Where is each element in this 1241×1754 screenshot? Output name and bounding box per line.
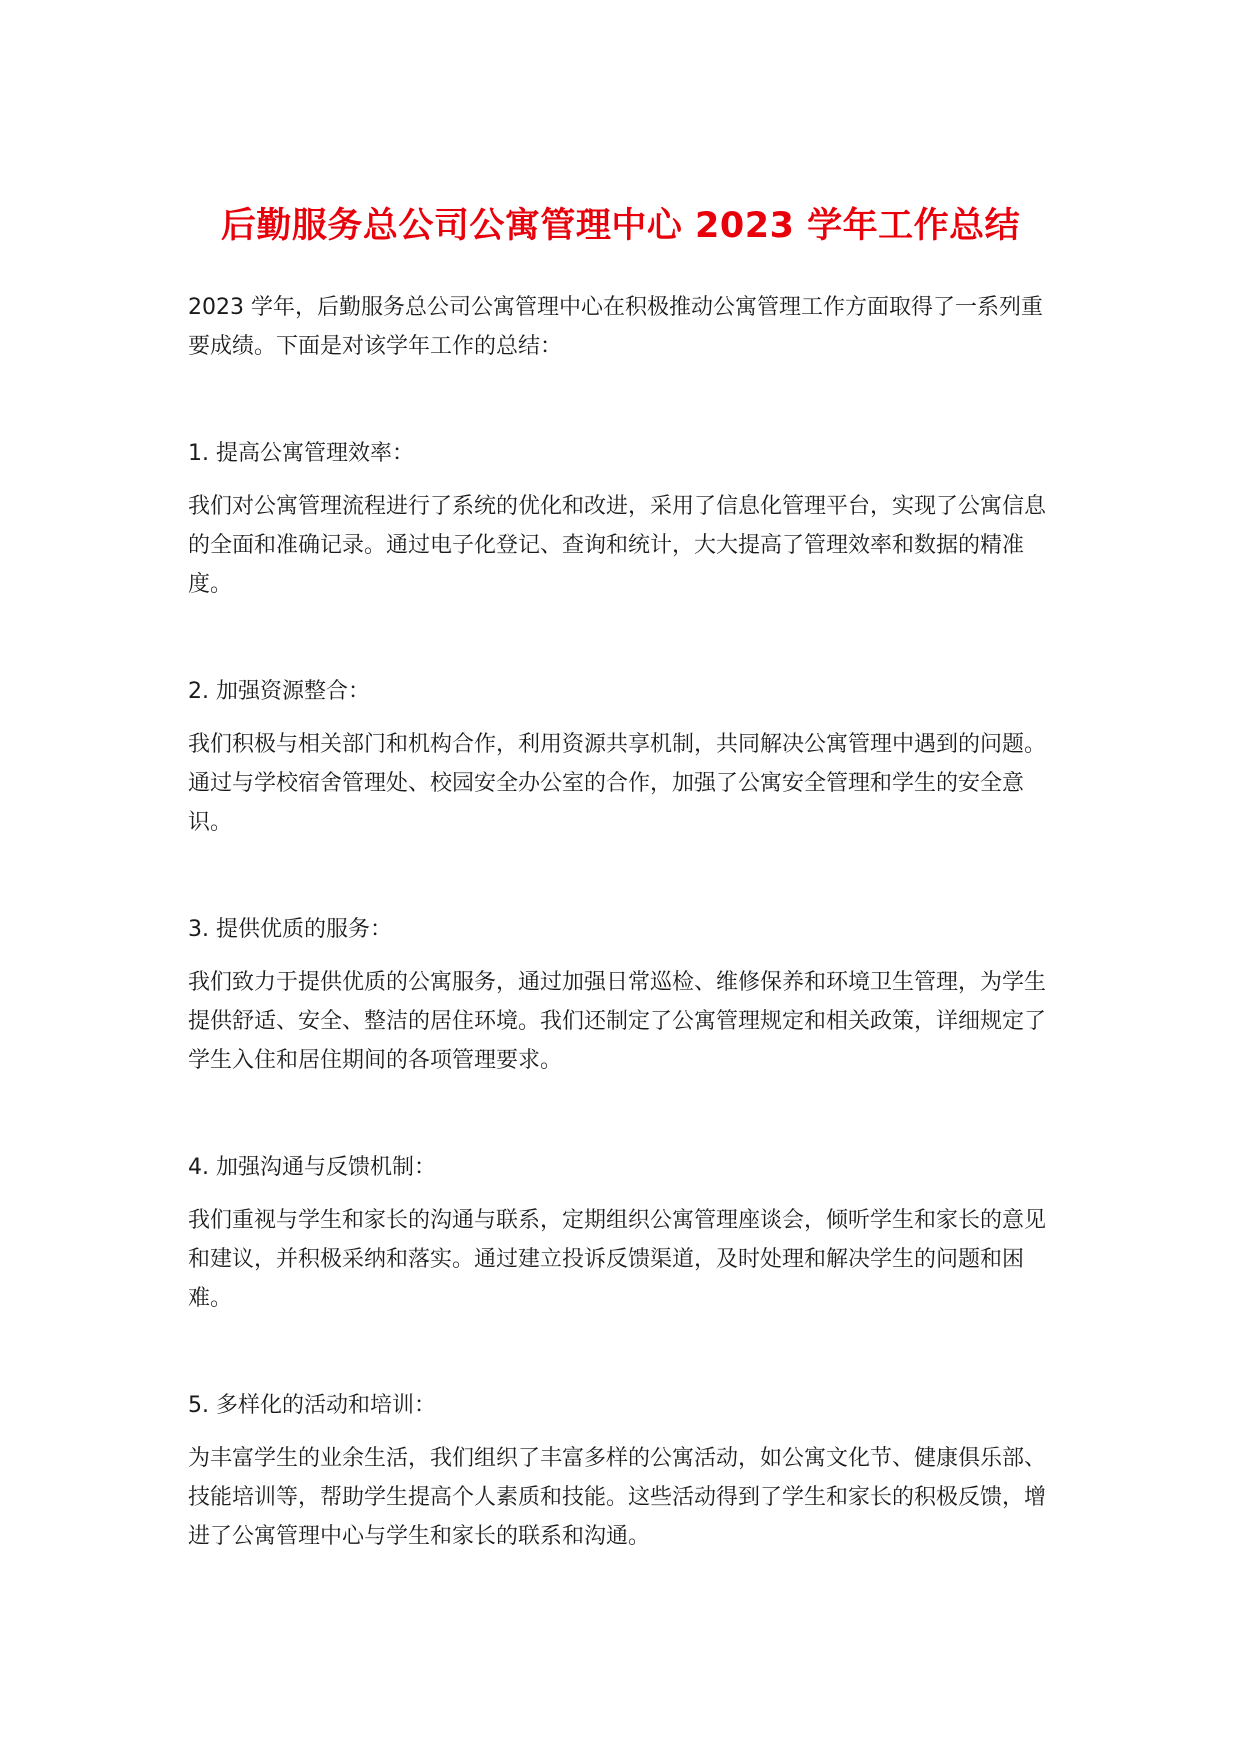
section-1: [188, 434, 1054, 604]
section-paragraph: 我们致力于提供优质的公寓服务，通过加强日常巡检、维修保养和环境卫生管理，为学生提供舒适、安全、整洁的居住环境。我们还制定了公寓管理规定和相关政策，详细规定了学生入住和居住期间的各项管理要求。: [188, 970, 1047, 1073]
document-body: [188, 288, 1054, 1556]
section-3: [188, 910, 1054, 1080]
section-paragraph: 我们积极与相关部门和机构合作，利用资源共享机制，共同解决公寓管理中遇到的问题。通过与学校宿舍管理处、校园安全办公室的合作，加强了公寓安全管理和学生的安全意识。: [188, 732, 1047, 835]
section-heading: 2. 加强资源整合：: [188, 679, 370, 704]
section-5: [188, 1386, 1054, 1556]
document-title: 后勤服务总公司公寓管理中心 2023 学年工作总结: [220, 206, 1021, 247]
intro-paragraph: 2023 学年，后勤服务总公司公寓管理中心在积极推动公寓管理工作方面取得了一系列重要成绩。下面是对该学年工作的总结：: [188, 295, 1043, 359]
section-heading: 5. 多样化的活动和培训：: [188, 1393, 436, 1418]
section-heading: 4. 加强沟通与反馈机制：: [188, 1155, 436, 1180]
section-4: [188, 1148, 1054, 1318]
section-heading: 1. 提高公寓管理效率：: [188, 441, 414, 466]
section-paragraph: 为丰富学生的业余生活，我们组织了丰富多样的公寓活动，如公寓文化节、健康俱乐部、技能培训等，帮助学生提高个人素质和技能。这些活动得到了学生和家长的积极反馈，增进了公寓管理中心与学生和家长的联系和沟通。: [188, 1446, 1047, 1549]
section-paragraph: 我们对公寓管理流程进行了系统的优化和改进，采用了信息化管理平台，实现了公寓信息的全面和准确记录。通过电子化登记、查询和统计，大大提高了管理效率和数据的精准度。: [188, 494, 1047, 597]
section-2: [188, 672, 1054, 842]
section-heading: 3. 提供优质的服务：: [188, 917, 392, 942]
section-paragraph: 我们重视与学生和家长的沟通与联系，定期组织公寓管理座谈会，倾听学生和家长的意见和建议，并积极采纳和落实。通过建立投诉反馈渠道，及时处理和解决学生的问题和困难。: [188, 1208, 1047, 1311]
